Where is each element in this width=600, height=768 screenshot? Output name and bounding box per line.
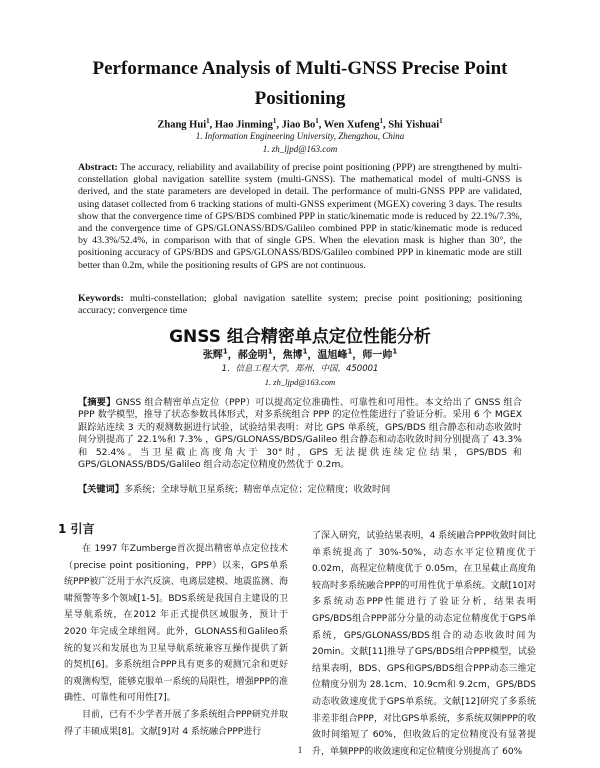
abstract-cn-label: 【摘要】 (78, 397, 116, 408)
abstract-en (78, 162, 522, 272)
author-cn: 师一帅 (362, 350, 393, 361)
author-sup: 1 (206, 117, 210, 125)
title-cn: GNSS 组合精密单点定位性能分析 (169, 327, 431, 347)
abstract-en-label: Abstract: (78, 162, 118, 173)
abstract-en-text: The accuracy, reliability and availability of precise point positioning (PPP) are strengthened by multi-constellation global navigation satellite system (multi-GNSS). The mathematical model of multi-GNSS is derived, and the state parameters are developed in detail. The performance of multi-GNSS PPP are validated, using dataset collected from 6 tracking stations of multi-GNSS experiment (MGEX) covering 3 days. The results show that the convergence time of GPS/BDS combined PPP in static/kinematic mode is reduced by 22.1%/7.3%, and the convergence time of GPS/GLONASS/BDS/Galileo combined PPP in static/kinematic mode is reduced by 43.3%/52.4%, in comparison with that of single GPS. When the elevation mask is higher than 30°, the positioning accuracy of GPS/BDS and GPS/GLONASS/BDS/Galileo combined PPP in kinematic mode are still better than 0.2m, while the positioning results of GPS are not continuous. (78, 162, 523, 271)
keywords-cn-label: 【关键词】 (78, 484, 124, 495)
author-sup: 1 (347, 347, 353, 356)
author-sup: 1 (392, 347, 398, 356)
author-sup: 1 (379, 117, 383, 125)
author-en: Hao Jinming (214, 119, 273, 131)
author-sup: 1 (267, 347, 273, 356)
author-en: Zhang Hui (157, 119, 207, 131)
author-sup: 1 (222, 347, 228, 356)
keywords-en-label: Keywords: (78, 293, 124, 304)
author-sup: 1 (272, 117, 277, 125)
affiliation-cn: 1．信息工程大学，郑州，中国，450001 (221, 364, 379, 374)
email-en[interactable]: 1. zh_ljpd@163.com (262, 144, 338, 154)
keywords-cn (78, 484, 522, 496)
body-paragraph: 目前，已有不少学者开展了多系统组合PPP研究并取得了丰硕成果[8]。文献[9]对 4 系统融合PPP进行 (64, 709, 288, 737)
author-separator: ， (352, 350, 363, 361)
author-cn: 郝金明 (237, 350, 268, 361)
author-separator: ， (307, 350, 318, 361)
body-column-left (58, 517, 288, 740)
author-sup: 1 (315, 117, 319, 125)
author-separator: ， (272, 350, 283, 361)
body-paragraph: 在 1997 年Zumberge首次提出精密单点定位技术（precise point positioning，PPP）以来，GPS单系统PPP被广泛用于水汽反演、电离层建模、地震监测、海啸预警等多个领域[1-5]。BDS系统是我国自主建设的卫星导航系统，在2012 年正式提供区域服务，预计于 2020 年完成全球组网。此外，GLONASS和Galileo系统的复兴和发展也为卫星导航系统兼容互操作提供了新的契机[6]。多系统组合PPP具有更多的观测冗余和更好的观测构型，能够克服单一系统的局限性，增强PPP的准确性、可靠性和可用性[7]。 (64, 544, 288, 704)
keywords-en (78, 293, 522, 317)
section-heading-introduction: 1 引言 (58, 522, 95, 536)
author-cn: 焦博 (282, 350, 303, 361)
email-cn[interactable]: 1. zh_ljpd@163.com (264, 377, 336, 387)
keywords-cn-text: 多系统；全球导航卫星系统；精密单点定位；定位精度；收敛时间 (123, 484, 391, 495)
author-en: Shi Yishuai (388, 119, 440, 131)
author-sup: 1 (439, 117, 443, 125)
affiliation-en: 1. Information Engineering University, Zhengzhou, China (195, 131, 405, 141)
body-paragraph: 了深入研究，试验结果表明，4 系统融合PPP收敛时间比单系统提高了 30%-50%，动态水平定位精度优于 0.02m，高程定位精度优于 0.05m，在卫星截止高度角较高时多系统融合PPP的可用性优于单系统。文献[10]对多系统动态PPP性能进行了验证分析，结果表明GPS/BDS组合PPP部分分量的动态定位精度优于GPS单系统，GPS/GLONASS/BDS组合的动态收敛时间为20min。文献[11]推导了GPS/BDS组合PPP模型，试验结果表明，BDS、GPS和GPS/BDS组合PPP动态三维定位精度分别为 28.1cm、10.9cm和 9.2cm，GPS/BDS动态收敛速度优于GPS单系统。文献[12]研究了多系统非差非组合PPP，对比GPS单系统，多系统双频PPP的收敛时间缩短了 60%，但收敛后的定位精度没有显著提升，单频PPP的收敛速度和定位精度分别提高了 60% (312, 531, 536, 757)
author-cn: 温旭峰 (317, 350, 348, 361)
abstract-cn (78, 397, 522, 471)
body-column-right (312, 528, 536, 760)
author-sup: 1 (302, 347, 308, 356)
author-en: Jiao Bo (281, 119, 316, 131)
author-separator: ， (227, 350, 238, 361)
authors-en: Zhang Hui$^1$, Hao Jinming$^1$, Jiao Bo$^1$, Wen Xufeng$^1$, Shi Yishuai$^1$ (157, 117, 443, 131)
abstract-cn-text: GNSS 组合精密单点定位（PPP）可以提高定位准确性、可靠性和可用性。本文给出了 GNSS 组合 PPP 数学模型，推导了状态参数具体形式，对多系统组合 PPP 的定位性能进行了验证分析。采用 6 个 MGEX 跟踪站连续 3 天的观测数据进行试验，试验结果表明：对比 GPS 单系统，GPS/BDS 组合静态和动态收敛时间分别提高了 22.1%和 7.3% ，GPS/GLONASS/BDS/Galileo 组合静态和动态收敛时间分别提高了 43.3%和 52.4%。当卫星截止高度角大于 30°时，GPS 无法提供连续定位结果，GPS/BDS 和 GPS/GLONASS/BDS/Galileo 组合动态定位精度仍然优于 0.2m。 (78, 397, 522, 471)
title-en: Performance Analysis of Multi-GNSS Precise Point Positioning (92, 58, 508, 109)
keywords-en-text: multi-constellation; global navigation satellite system; precise point positioning; positioning accuracy; convergence time (78, 293, 522, 317)
authors-cn (0, 346, 600, 361)
author-cn: 张辉 (202, 350, 223, 361)
author-en: Wen Xufeng (323, 119, 380, 131)
page-number: 1 (297, 745, 303, 755)
